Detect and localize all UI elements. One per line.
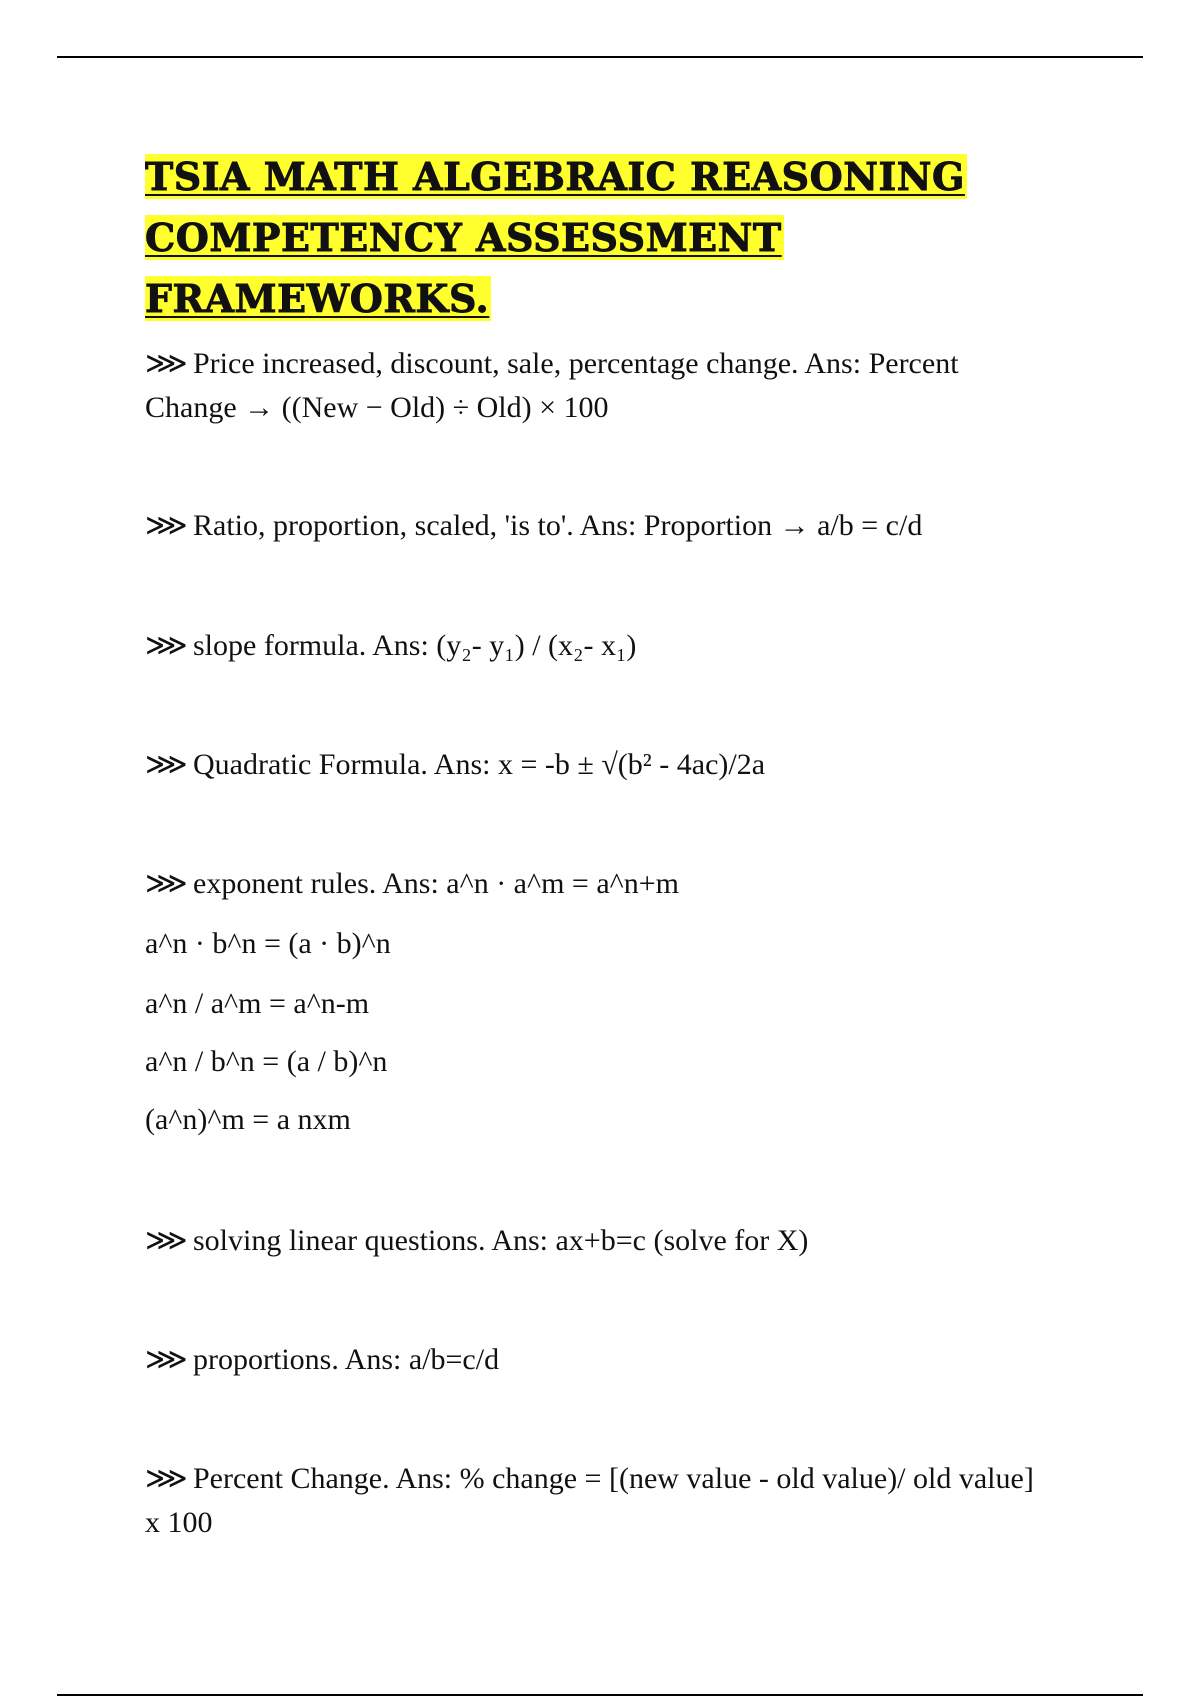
document-title — [145, 146, 1105, 329]
exponent-rule-line: (a^n)^m = a nxm — [145, 1103, 351, 1136]
list-item — [145, 862, 1045, 906]
list-item-text: proportions. Ans: a/b=c/d — [193, 1343, 500, 1376]
arrow-bullet-icon: ⋙ — [145, 509, 188, 542]
exponent-rule-line: a^n / b^n = (a / b)^n — [145, 1045, 388, 1078]
exponent-rule-line: a^n · b^n = (a · b)^n — [145, 927, 391, 960]
list-item — [145, 1338, 1045, 1382]
arrow-bullet-icon: ⋙ — [145, 347, 188, 380]
list-item — [145, 342, 1045, 430]
arrow-bullet-icon: ⋙ — [145, 1462, 188, 1495]
arrow-bullet-icon: ⋙ — [145, 867, 188, 900]
exponent-rule-line: a^n / a^m = a^n-m — [145, 987, 370, 1020]
title-line-1: TSIA MATH ALGEBRAIC REASONING — [145, 154, 965, 199]
top-rule — [57, 56, 1143, 58]
list-item-text: Price increased, discount, sale, percentage change. Ans: Percent Change → ((New − Old) ÷ Old) × 100 — [145, 347, 959, 424]
list-item-text: Ratio, proportion, scaled, 'is to'. Ans: Proportion → a/b = c/d — [193, 509, 923, 542]
bottom-rule — [57, 1694, 1143, 1696]
list-item — [145, 504, 1045, 548]
title-line-2: COMPETENCY ASSESSMENT FRAMEWORKS. — [145, 215, 782, 321]
arrow-bullet-icon: ⋙ — [145, 629, 188, 662]
list-item — [145, 743, 1045, 787]
list-item-text: exponent rules. Ans: a^n · a^m = a^n+m — [193, 867, 679, 900]
list-item — [145, 1457, 1045, 1545]
list-item-text: solving linear questions. Ans: ax+b=c (solve for X) — [193, 1224, 809, 1257]
list-item-text: slope formula. Ans: (y₂- y₁) / (x₂- x₁) — [193, 629, 637, 662]
list-item — [145, 1219, 1045, 1263]
arrow-bullet-icon: ⋙ — [145, 1343, 188, 1376]
list-item-text: Quadratic Formula. Ans: x = -b ± √(b² - 4ac)/2a — [193, 748, 766, 781]
arrow-bullet-icon: ⋙ — [145, 1224, 188, 1257]
arrow-bullet-icon: ⋙ — [145, 748, 188, 781]
list-item — [145, 624, 1045, 668]
list-item-text: Percent Change. Ans: % change = [(new value - old value)/ old value] x 100 — [145, 1462, 1034, 1539]
